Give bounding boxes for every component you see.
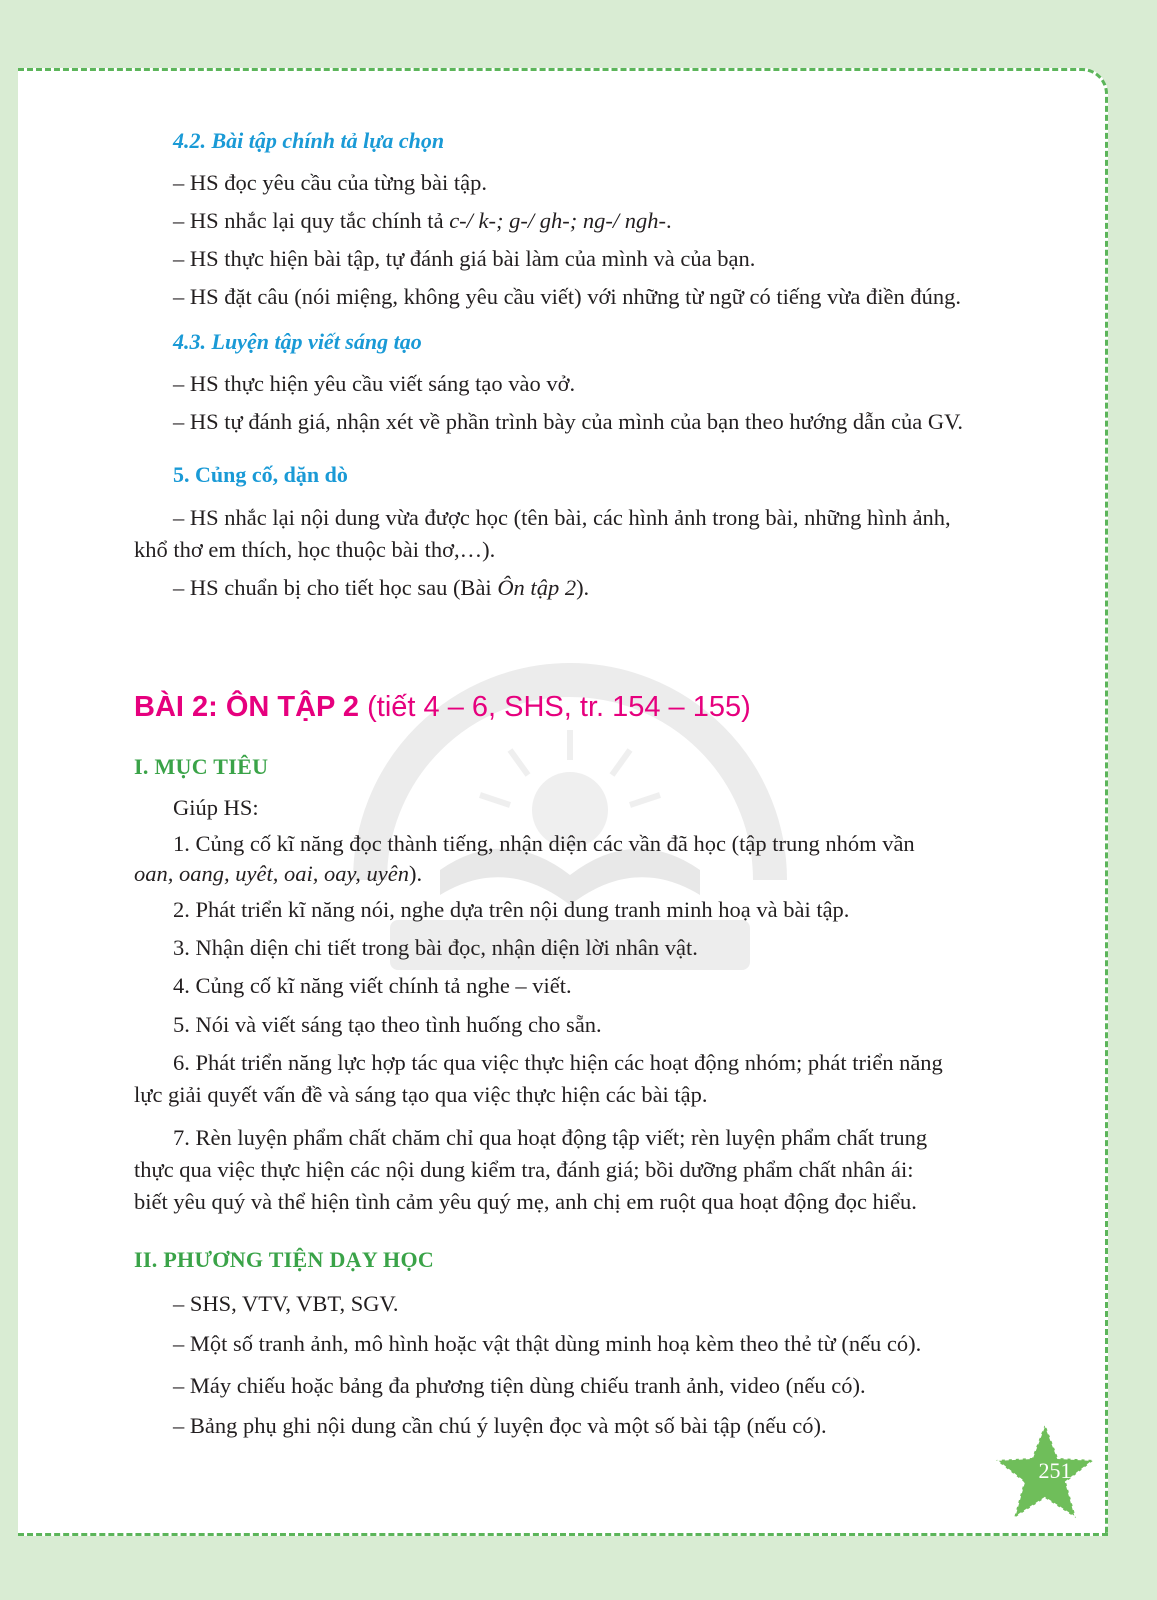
objectives-intro: Giúp HS: [173,795,259,820]
page-number: 251 [1038,1458,1072,1483]
text-4-3-line-1: – HS thực hiện yêu cầu viết sáng tạo vào vở. [173,371,576,396]
objective-1b [134,860,422,888]
heading-4-3: 4.3. Luyện tập viết sáng tạo [173,329,422,354]
objective-2: 2. Phát triển kĩ năng nói, nghe dựa trên nội dung tranh minh hoạ và bài tập. [173,897,850,922]
text-4-2-line-2 [173,207,672,235]
objective-6a: 6. Phát triển năng lực hợp tác qua việc thực hiện các hoạt động nhóm; phát triển năng [173,1050,943,1075]
objective-7c: biết yêu quý và thể hiện tình cảm yêu quý mẹ, anh chị em ruột qua hoạt động đọc hiểu. [134,1189,917,1214]
objective-6b: lực giải quyết vấn đề và sáng tạo qua việc thực hiện các bài tập. [134,1082,708,1107]
heading-objectives: I. MỤC TIÊU [134,754,269,779]
text-4-2-line-3: – HS thực hiện bài tập, tự đánh giá bài làm của mình và của bạn. [173,246,756,271]
lesson-subtitle: (tiết 4 – 6, SHS, tr. 154 – 155) [367,691,751,723]
text-fragment: – HS chuẩn bị cho tiết học sau (Bài [173,575,498,600]
text-5-line-1a: – HS nhắc lại nội dung vừa được học (tên bài, các hình ảnh trong bài, những hình ảnh, [173,505,951,530]
means-1: – SHS, VTV, VBT, SGV. [173,1291,399,1316]
text-fragment: – HS nhắc lại quy tắc chính tả [173,208,450,233]
text-fragment: . [665,208,672,233]
text-4-2-line-1: – HS đọc yêu cầu của từng bài tập. [173,170,487,195]
means-3: – Máy chiếu hoặc bảng đa phương tiện dùng chiếu tranh ảnh, video (nếu có). [173,1373,866,1398]
text-5-line-1b: khổ thơ em thích, học thuộc bài thơ,…). [134,537,496,562]
text-5-line-2 [173,574,589,602]
heading-5: 5. Củng cố, dặn dò [173,462,348,487]
heading-teaching-means: II. PHƯƠNG TIỆN DẠY HỌC [134,1247,435,1272]
heading-4-2: 4.2. Bài tập chính tả lựa chọn [173,128,445,153]
text-4-3-line-2: – HS tự đánh giá, nhận xét về phần trình bày của mình của bạn theo hướng dẫn của GV. [173,409,964,434]
spelling-rules: c-/ k-; g-/ gh-; ng-/ ngh- [449,208,666,233]
text-4-2-line-4: – HS đặt câu (nói miệng, không yêu cầu viết) với những từ ngữ có tiếng vừa điền đúng. [173,284,962,309]
means-4: – Bảng phụ ghi nội dung cần chú ý luyện đọc và một số bài tập (nếu có). [173,1413,827,1438]
means-2: – Một số tranh ảnh, mô hình hoặc vật thật dùng minh hoạ kèm theo thẻ từ (nếu có). [173,1331,922,1356]
lesson-reference: Ôn tập 2 [497,575,577,600]
objective-7a: 7. Rèn luyện phẩm chất chăm chỉ qua hoạt động tập viết; rèn luyện phẩm chất trung [173,1125,928,1150]
objective-3: 3. Nhận diện chi tiết trong bài đọc, nhận diện lời nhân vật. [173,935,698,960]
text-fragment: ). [408,861,423,886]
rhyme-group: oan, oang, uyêt, oai, oay, uyên [134,861,409,886]
objective-1a: 1. Củng cố kĩ năng đọc thành tiếng, nhận diện các vần đã học (tập trung nhóm vần [173,831,915,856]
text-fragment: ). [576,575,590,600]
lesson-title: BÀI 2: ÔN TẬP 2 [134,691,360,723]
objective-7b: thực qua việc thực hiện các nội dung kiểm tra, đánh giá; bồi dưỡng phẩm chất nhân ái: [134,1157,914,1182]
lesson-heading [134,690,751,724]
objective-5: 5. Nói và viết sáng tạo theo tình huống cho sẵn. [173,1012,602,1037]
objective-4: 4. Củng cố kĩ năng viết chính tả nghe – viết. [173,973,572,998]
